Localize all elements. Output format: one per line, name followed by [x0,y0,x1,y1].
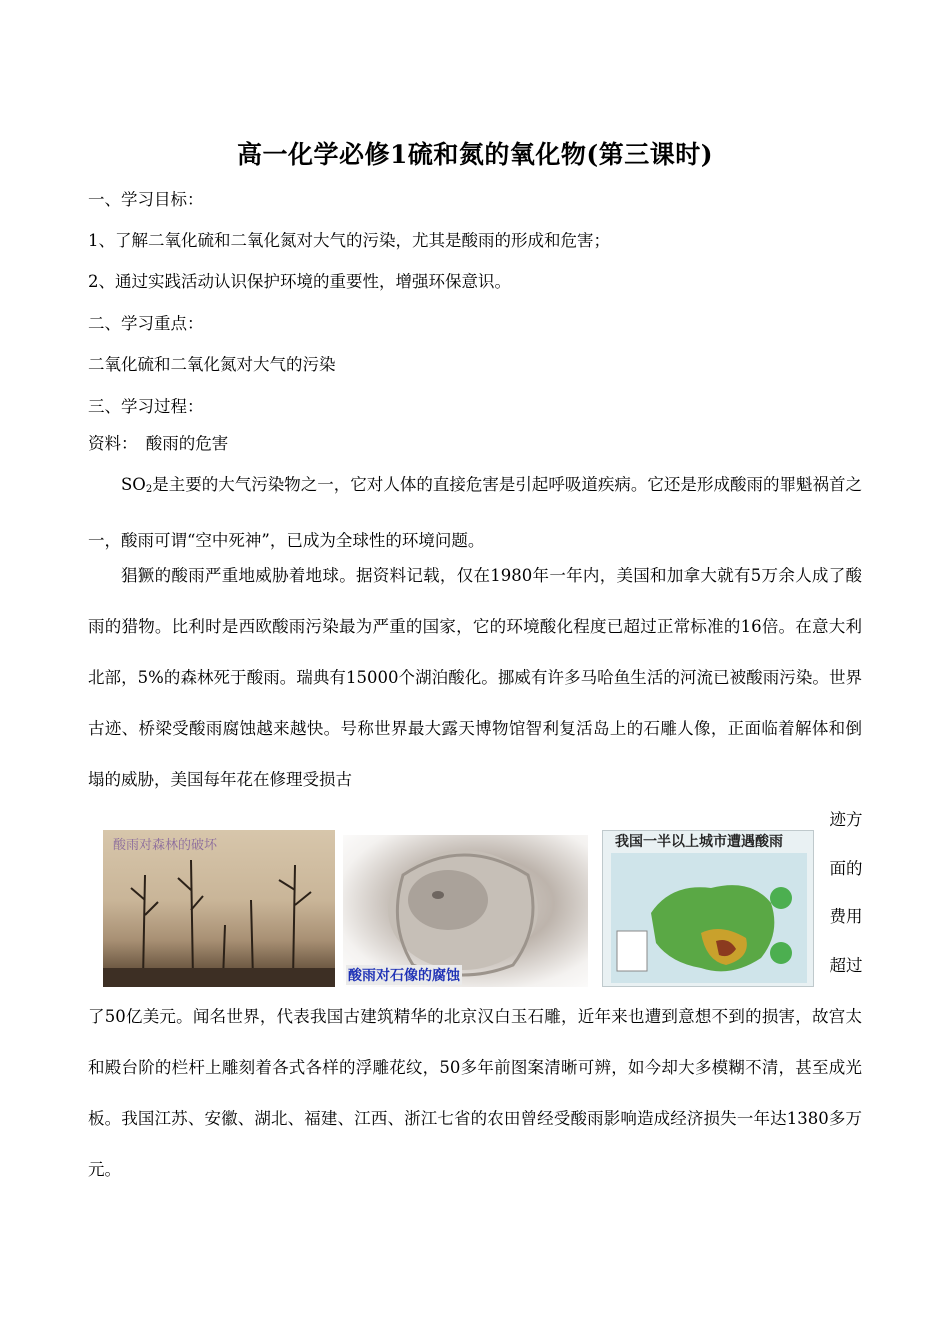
so-subscript: 2 [145,484,153,495]
forest-caption: 酸雨对森林的破坏 [113,838,218,853]
lion-caption: 酸雨对石像的腐蚀 [346,965,462,985]
focus-text: 二氧化硫和二氧化氮对大气的污染 [88,355,336,374]
objective-1: 1、了解二氧化硫和二氧化氮对大气的污染，尤其是酸雨的形成和危害； [88,231,610,250]
china-map-illustration [611,853,807,983]
so-formula: SO [121,475,146,494]
objectives-heading: 一、学习目标： [88,190,204,209]
material-label: 资料： 酸雨的危害 [88,434,229,453]
map-panel [611,853,807,983]
lion-statue-image [343,835,588,987]
paragraph-3: 了50亿美元。闻名世界，代表我国古建筑精华的北京汉白玉石雕，近年来也遭到意想不到的损害，故宫太和殿台阶的栏杆上雕刻着各式各样的浮雕花纹，50多年前图案清晰可辨，如今却大多模糊不清，甚至成光板。我国江苏、安徽、湖北、福建、江西、浙江七省的农田曾经受酸雨影响造成经济损失一年达1380多万元。 [88,1007,862,1179]
objective-2: 2、通过实践活动认识保护环境的重要性，增强环保意识。 [88,272,511,291]
wrap-line-1: 迹方 [829,810,863,829]
paragraph-1-text: 是主要的大气污染物之一，它对人体的直接危害是引起呼吸道疾病。它还是形成酸雨的罪魁祸首之一，酸雨可谓“空中死神”，已成为全球性的环境问题。 [88,475,862,550]
map-caption: 我国一半以上城市遭遇酸雨 [615,834,783,850]
china-acid-rain-map-image [602,830,814,987]
forest-damage-image [103,830,335,987]
wrap-line-4: 超过 [829,955,863,975]
wrap-text-column [826,796,866,990]
paragraph-2: 猖獗的酸雨严重地威胁着地球。据资料记载，仅在1980年一年内，美国和加拿大就有5万余人成了酸雨的猎物。比利时是西欧酸雨污染最为严重的国家，它的环境酸化程度已超过正常标准的16倍。在意大利北部，5%的森林死于酸雨。瑞典有15000个湖泊酸化。挪威有许多马哈鱼生活的河流已被酸雨污染。世界古迹、桥梁受酸雨腐蚀越来越快。号称世界最大露天博物馆智利复活岛上的石雕人像，正面临着解体和倒塌的威胁，美国每年花在修理受损古 [88,566,862,789]
page-title: 高一化学必修1硫和氮的氧化物(第三课时) [236,140,714,169]
wrap-line-2: 面的 [829,858,863,878]
process-heading: 三、学习过程： [88,397,204,416]
wrap-line-3: 费用 [829,907,863,926]
dead-trees-illustration [103,830,335,987]
focus-heading: 二、学习重点： [88,314,204,333]
